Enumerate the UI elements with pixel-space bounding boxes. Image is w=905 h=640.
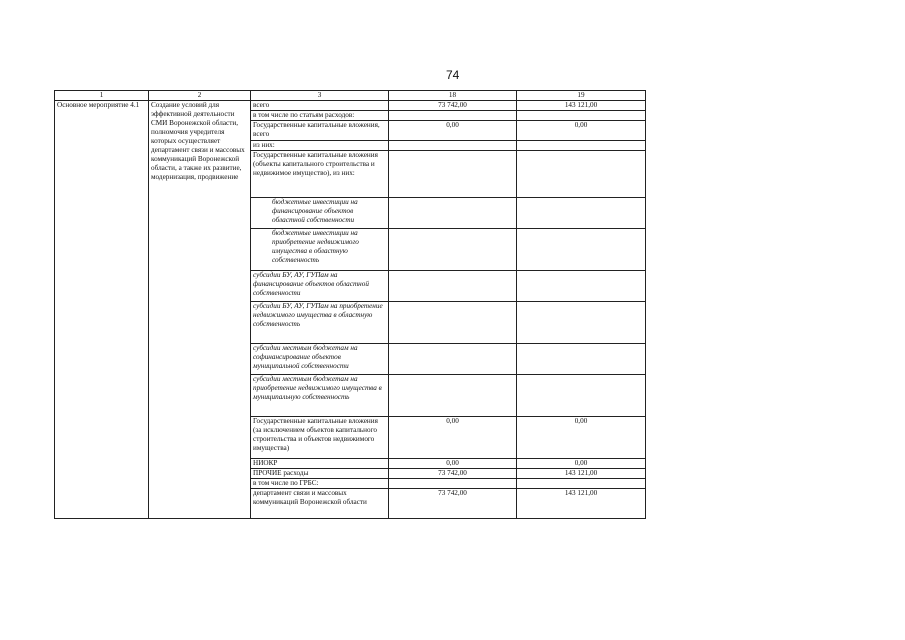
row-label: субсидии местным бюджетам на приобретение недвижимого имущества в муниципальную собственность xyxy=(251,375,389,417)
row-label: в том числе по ГРБС: xyxy=(251,479,389,489)
header-cell: 18 xyxy=(389,91,517,101)
value-cell: 0,00 xyxy=(517,417,646,459)
value-cell xyxy=(517,111,646,121)
value-cell xyxy=(517,198,646,229)
row-label: субсидии местным бюджетам на софинансирование объектов муниципальной собственности xyxy=(251,344,389,375)
table-row xyxy=(55,101,646,111)
value-cell xyxy=(517,271,646,302)
value-cell: 73 742,00 xyxy=(389,101,517,111)
row-label: всего xyxy=(251,101,389,111)
header-cell: 19 xyxy=(517,91,646,101)
value-cell xyxy=(389,302,517,344)
value-cell xyxy=(389,375,517,417)
value-cell: 143 121,00 xyxy=(517,489,646,519)
header-cell: 2 xyxy=(149,91,251,101)
event-name-cell: Основное мероприятие 4.1 xyxy=(55,101,149,519)
header-cell: 1 xyxy=(55,91,149,101)
value-cell xyxy=(389,151,517,198)
row-label: Государственные капитальные вложения (за исключением объектов капитального строительства и объектов недвижимого имущества) xyxy=(251,417,389,459)
row-label: бюджетные инвестиции на приобретение недвижимого имущества в областную собственность xyxy=(251,229,389,271)
value-cell xyxy=(389,111,517,121)
row-label: Государственные капитальные вложения (объекты капитального строительства и недвижимое имущество), из них: xyxy=(251,151,389,198)
row-label: субсидии БУ, АУ, ГУПам на приобретение недвижимого имущества в областную собственность xyxy=(251,302,389,344)
row-label: Государственные капитальные вложения, всего xyxy=(251,121,389,141)
value-cell xyxy=(517,302,646,344)
budget-table xyxy=(54,90,646,519)
row-label: из них: xyxy=(251,141,389,151)
value-cell xyxy=(517,375,646,417)
value-cell: 0,00 xyxy=(517,459,646,469)
value-cell xyxy=(517,229,646,271)
value-cell xyxy=(389,229,517,271)
value-cell xyxy=(389,479,517,489)
value-cell xyxy=(389,271,517,302)
value-cell xyxy=(389,141,517,151)
value-cell: 73 742,00 xyxy=(389,489,517,519)
value-cell: 73 742,00 xyxy=(389,469,517,479)
value-cell xyxy=(517,141,646,151)
value-cell xyxy=(517,151,646,198)
value-cell: 143 121,00 xyxy=(517,469,646,479)
header-cell: 3 xyxy=(251,91,389,101)
header-row xyxy=(55,91,646,101)
row-label: субсидии БУ, АУ, ГУПам на финансирование объектов областной собственности xyxy=(251,271,389,302)
event-description-cell: Создание условий для эффективной деятельности СМИ Воронежской области, полномочия учредителя которых осуществляет департамент связи и массовых коммуникаций Воронежской области, а также их развитие, модернизация, продвижение xyxy=(149,101,251,519)
value-cell: 0,00 xyxy=(517,121,646,141)
row-label: департамент связи и массовых коммуникаций Воронежской области xyxy=(251,489,389,519)
value-cell xyxy=(389,344,517,375)
value-cell xyxy=(517,479,646,489)
value-cell: 0,00 xyxy=(389,121,517,141)
value-cell: 0,00 xyxy=(389,417,517,459)
value-cell xyxy=(389,198,517,229)
row-label: НИОКР xyxy=(251,459,389,469)
row-label: в том числе по статьям расходов: xyxy=(251,111,389,121)
row-label: бюджетные инвестиции на финансирование объектов областной собственности xyxy=(251,198,389,229)
value-cell: 143 121,00 xyxy=(517,101,646,111)
row-label: ПРОЧИЕ расходы xyxy=(251,469,389,479)
value-cell xyxy=(517,344,646,375)
value-cell: 0,00 xyxy=(389,459,517,469)
page-number: 74 xyxy=(446,68,460,82)
